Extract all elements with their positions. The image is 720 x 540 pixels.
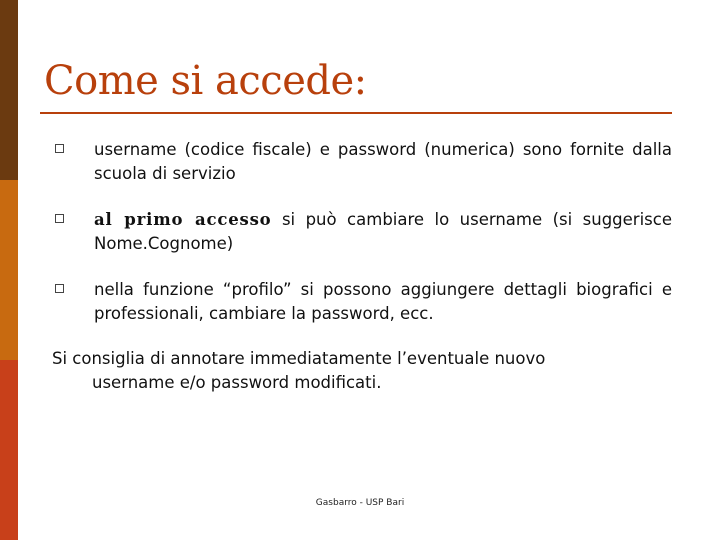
decorative-side-bar (0, 0, 18, 540)
side-bar-segment-bottom (0, 360, 18, 540)
title-underline (40, 112, 672, 114)
note-line-1: Si consiglia di annotare immediatamente l’eventuale nuovo (52, 349, 546, 368)
bullet-text: nella funzione “profilo” si possono aggiungere dettagli biografici e professionali, cambiare la password, ecc. (94, 280, 672, 323)
side-bar-segment-middle (0, 180, 18, 360)
side-bar-segment-top (0, 0, 18, 180)
square-bullet-icon (55, 284, 64, 293)
bullet-text (94, 208, 672, 256)
square-bullet-icon (55, 144, 64, 153)
bullet-bold-prefix: al primo accesso (94, 210, 272, 229)
slide-footer: Gasbarro - USP Bari (315, 498, 405, 508)
bullet-list (52, 138, 672, 348)
bullet-text-rest: si può cambiare lo username (si suggerisce Nome.Cognome) (94, 210, 672, 253)
bullet-item (52, 208, 672, 278)
bullet-text: username (codice fiscale) e password (numerica) sono fornite dalla scuola di servizio (94, 140, 672, 183)
square-bullet-icon (55, 214, 64, 223)
bullet-item (52, 138, 672, 208)
bullet-item (52, 278, 672, 348)
slide-title: Come si accede: (44, 58, 367, 104)
recommendation-note (52, 347, 672, 395)
note-line-2: username e/o password modificati. (92, 373, 382, 392)
